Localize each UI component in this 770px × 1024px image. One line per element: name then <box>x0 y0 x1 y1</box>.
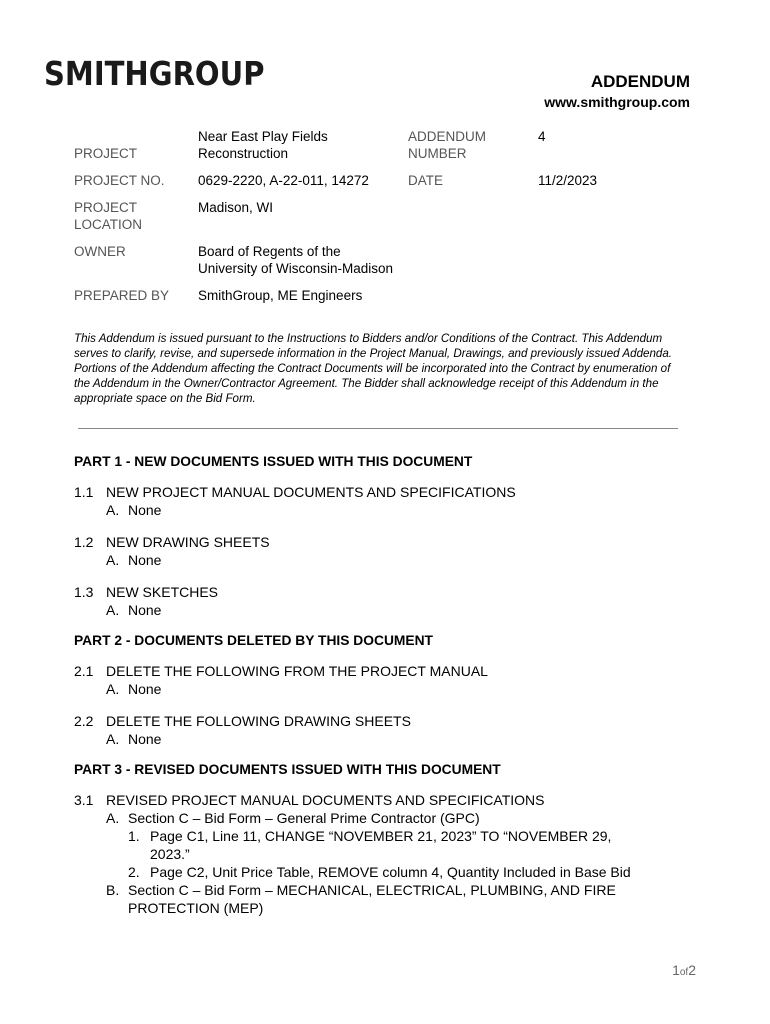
location-value: Madison, WI <box>198 200 274 215</box>
project-value: Near East Play Fields Reconstruction <box>198 129 328 161</box>
section-title: NEW SKETCHES <box>106 584 219 600</box>
project-no-label: PROJECT NO. <box>74 173 165 188</box>
project-no-value: 0629-2220, A-22-011, 14272 <box>198 173 369 188</box>
list-item: None <box>128 502 162 518</box>
section-3-1: 3.1 REVISED PROJECT MANUAL DOCUMENTS AND SPECIFICATIONS A. Section C – Bid Form – General Prime Contractor (GPC) 1. Page C1, Line 11, CHANGE “NOVEMBER 21, 2023” TO “NOVEMBER 29, 2023.” 2. Page C2, Unit Price Table, REMOVE column 4, Quantity Included in Base Bid B. Section C – Bid Form – MECHANICAL, ELECTRICAL, PLUMBING, AND FIRE PROTECTION (MEP) <box>74 792 631 916</box>
smithgroup-logo: SMITHGROUP <box>44 54 265 93</box>
list-item: Section C – Bid Form – MECHANICAL, ELECTRICAL, PLUMBING, AND FIRE PROTECTION (MEP) <box>128 882 616 916</box>
section-title: DELETE THE FOLLOWING DRAWING SHEETS <box>106 713 411 729</box>
list-item: None <box>128 552 162 568</box>
page-number: 1of2 <box>672 962 696 978</box>
prepared-by-label: PREPARED BY <box>74 288 170 303</box>
info-row-project <box>74 128 694 162</box>
list-item: None <box>128 731 162 747</box>
project-info-table <box>74 128 694 314</box>
divider <box>78 428 678 429</box>
date-value: 11/2/2023 <box>538 173 598 188</box>
part-2-heading: PART 2 - DOCUMENTS DELETED BY THIS DOCUMENT <box>74 633 433 648</box>
info-row-project-no <box>74 172 694 189</box>
info-row-location <box>74 199 694 233</box>
section-title: NEW DRAWING SHEETS <box>106 534 270 550</box>
part-3-heading: PART 3 - REVISED DOCUMENTS ISSUED WITH THIS DOCUMENT <box>74 762 501 777</box>
addendum-body <box>74 454 714 917</box>
list-item: None <box>128 602 162 618</box>
info-row-prepared-by <box>74 287 694 304</box>
list-item: Section C – Bid Form – General Prime Contractor (GPC) <box>128 810 480 826</box>
addendum-number-value: 4 <box>538 129 546 144</box>
section-title: REVISED PROJECT MANUAL DOCUMENTS AND SPECIFICATIONS <box>106 792 545 808</box>
document-type-title: ADDENDUM <box>590 72 690 91</box>
section-2-1: 2.1 DELETE THE FOLLOWING FROM THE PROJECT MANUAL A. None <box>74 663 488 697</box>
section-1-2: 1.2 NEW DRAWING SHEETS A. None <box>74 534 270 568</box>
section-title: DELETE THE FOLLOWING FROM THE PROJECT MANUAL <box>106 663 488 679</box>
section-1-1: 1.1 NEW PROJECT MANUAL DOCUMENTS AND SPECIFICATIONS A. None <box>74 484 516 518</box>
addendum-intro-text: This Addendum is issued pursuant to the Instructions to Bidders and/or Conditions of the Contract. This Addendum serves to clarify, revise, and supersede information in the Project Manual, Drawings, and previously issued Addenda. Portions of the Addendum affecting the Contract Documents will be incorporated into the Contract by enumeration of the Addendum in the Owner/Contractor Agreement. The Bidder shall acknowledge receipt of this Addendum in the appropriate space on the Bid Form. <box>74 332 673 405</box>
section-1-3: 1.3 NEW SKETCHES A. None <box>74 584 219 618</box>
project-label: PROJECT <box>74 146 138 161</box>
date-label: DATE <box>408 173 444 188</box>
addendum-number-label: ADDENDUM NUMBER <box>408 129 487 161</box>
list-item: None <box>128 681 162 697</box>
list-item: Page C1, Line 11, CHANGE “NOVEMBER 21, 2023” TO “NOVEMBER 29, 2023.” <box>150 828 612 862</box>
section-2-2: 2.2 DELETE THE FOLLOWING DRAWING SHEETS A. None <box>74 713 411 747</box>
location-label: PROJECT LOCATION <box>74 200 143 232</box>
website-link[interactable]: www.smithgroup.com <box>544 94 690 110</box>
owner-value: Board of Regents of the University of Wisconsin-Madison <box>198 244 394 276</box>
list-item: Page C2, Unit Price Table, REMOVE column 4, Quantity Included in Base Bid <box>150 864 631 880</box>
prepared-by-value: SmithGroup, ME Engineers <box>198 288 363 303</box>
part-1-heading: PART 1 - NEW DOCUMENTS ISSUED WITH THIS DOCUMENT <box>74 454 473 469</box>
owner-label: OWNER <box>74 244 126 259</box>
section-title: NEW PROJECT MANUAL DOCUMENTS AND SPECIFICATIONS <box>106 484 516 500</box>
info-row-owner <box>74 243 694 277</box>
